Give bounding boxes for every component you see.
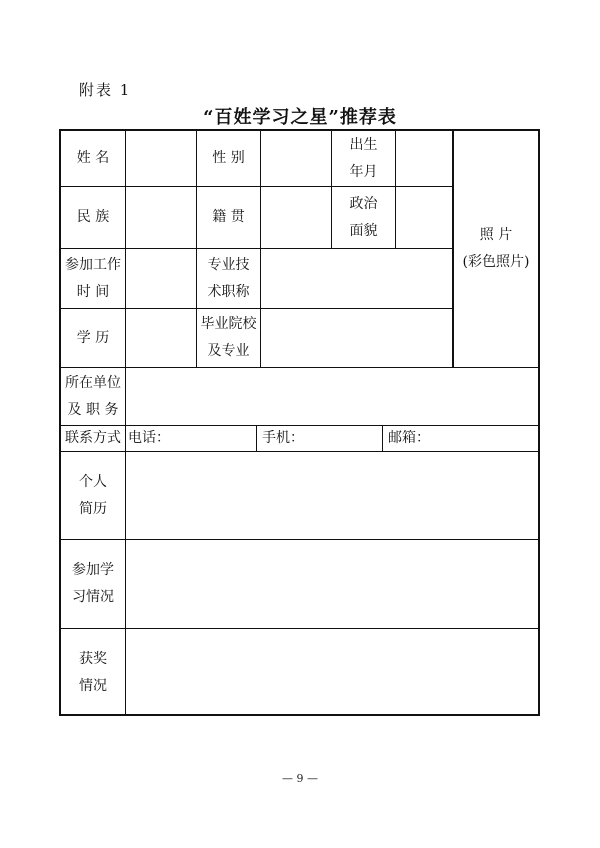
attachment-label: 附表 1 [79, 81, 132, 99]
name-field[interactable] [126, 131, 196, 186]
education-label: 学 历 [76, 329, 110, 346]
birth-field[interactable] [396, 131, 452, 186]
native-place-field[interactable] [261, 187, 331, 248]
professional-title-label: 专业技 术职称 [207, 256, 250, 300]
name-label: 姓 名 [76, 150, 110, 166]
form-title: “百姓学习之星”推荐表 [203, 107, 397, 128]
work-start-label: 参加工作 时 间 [65, 256, 121, 300]
native-place-label: 籍 贯 [212, 209, 245, 225]
school-major-field[interactable] [261, 309, 452, 367]
education-field[interactable] [126, 309, 196, 367]
study-participation-field[interactable] [126, 540, 538, 628]
birth-label: 出生 年月 [349, 136, 378, 180]
phone-field[interactable]: 电话： [128, 430, 170, 446]
resume-label: 个人 简历 [79, 473, 107, 517]
resume-field[interactable] [126, 452, 538, 539]
employer-label: 所在单位 及 职 务 [65, 374, 121, 418]
gender-field[interactable] [261, 131, 331, 186]
ethnicity-field[interactable] [126, 187, 196, 248]
page-number: — 9 — [282, 772, 318, 785]
recommendation-form [59, 129, 540, 716]
ethnicity-label: 民 族 [76, 209, 110, 225]
awards-label: 获奖 情况 [79, 650, 107, 694]
gender-label: 性 别 [212, 150, 245, 166]
professional-title-field[interactable] [261, 249, 452, 308]
political-status-label: 政治 面貌 [349, 195, 378, 239]
employer-field[interactable] [126, 368, 538, 425]
work-start-field[interactable] [126, 249, 196, 308]
mobile-field[interactable]: 手机： [262, 430, 304, 446]
contact-label: 联系方式 [65, 430, 121, 446]
political-status-field[interactable] [396, 187, 452, 248]
study-participation-label: 参加学 习情况 [72, 562, 114, 605]
awards-field[interactable] [126, 629, 538, 716]
photo-box[interactable]: 照 片 (彩色照片) [462, 227, 530, 270]
email-field[interactable]: 邮箱： [388, 430, 430, 446]
school-major-label: 毕业院校 及专业 [200, 316, 257, 359]
